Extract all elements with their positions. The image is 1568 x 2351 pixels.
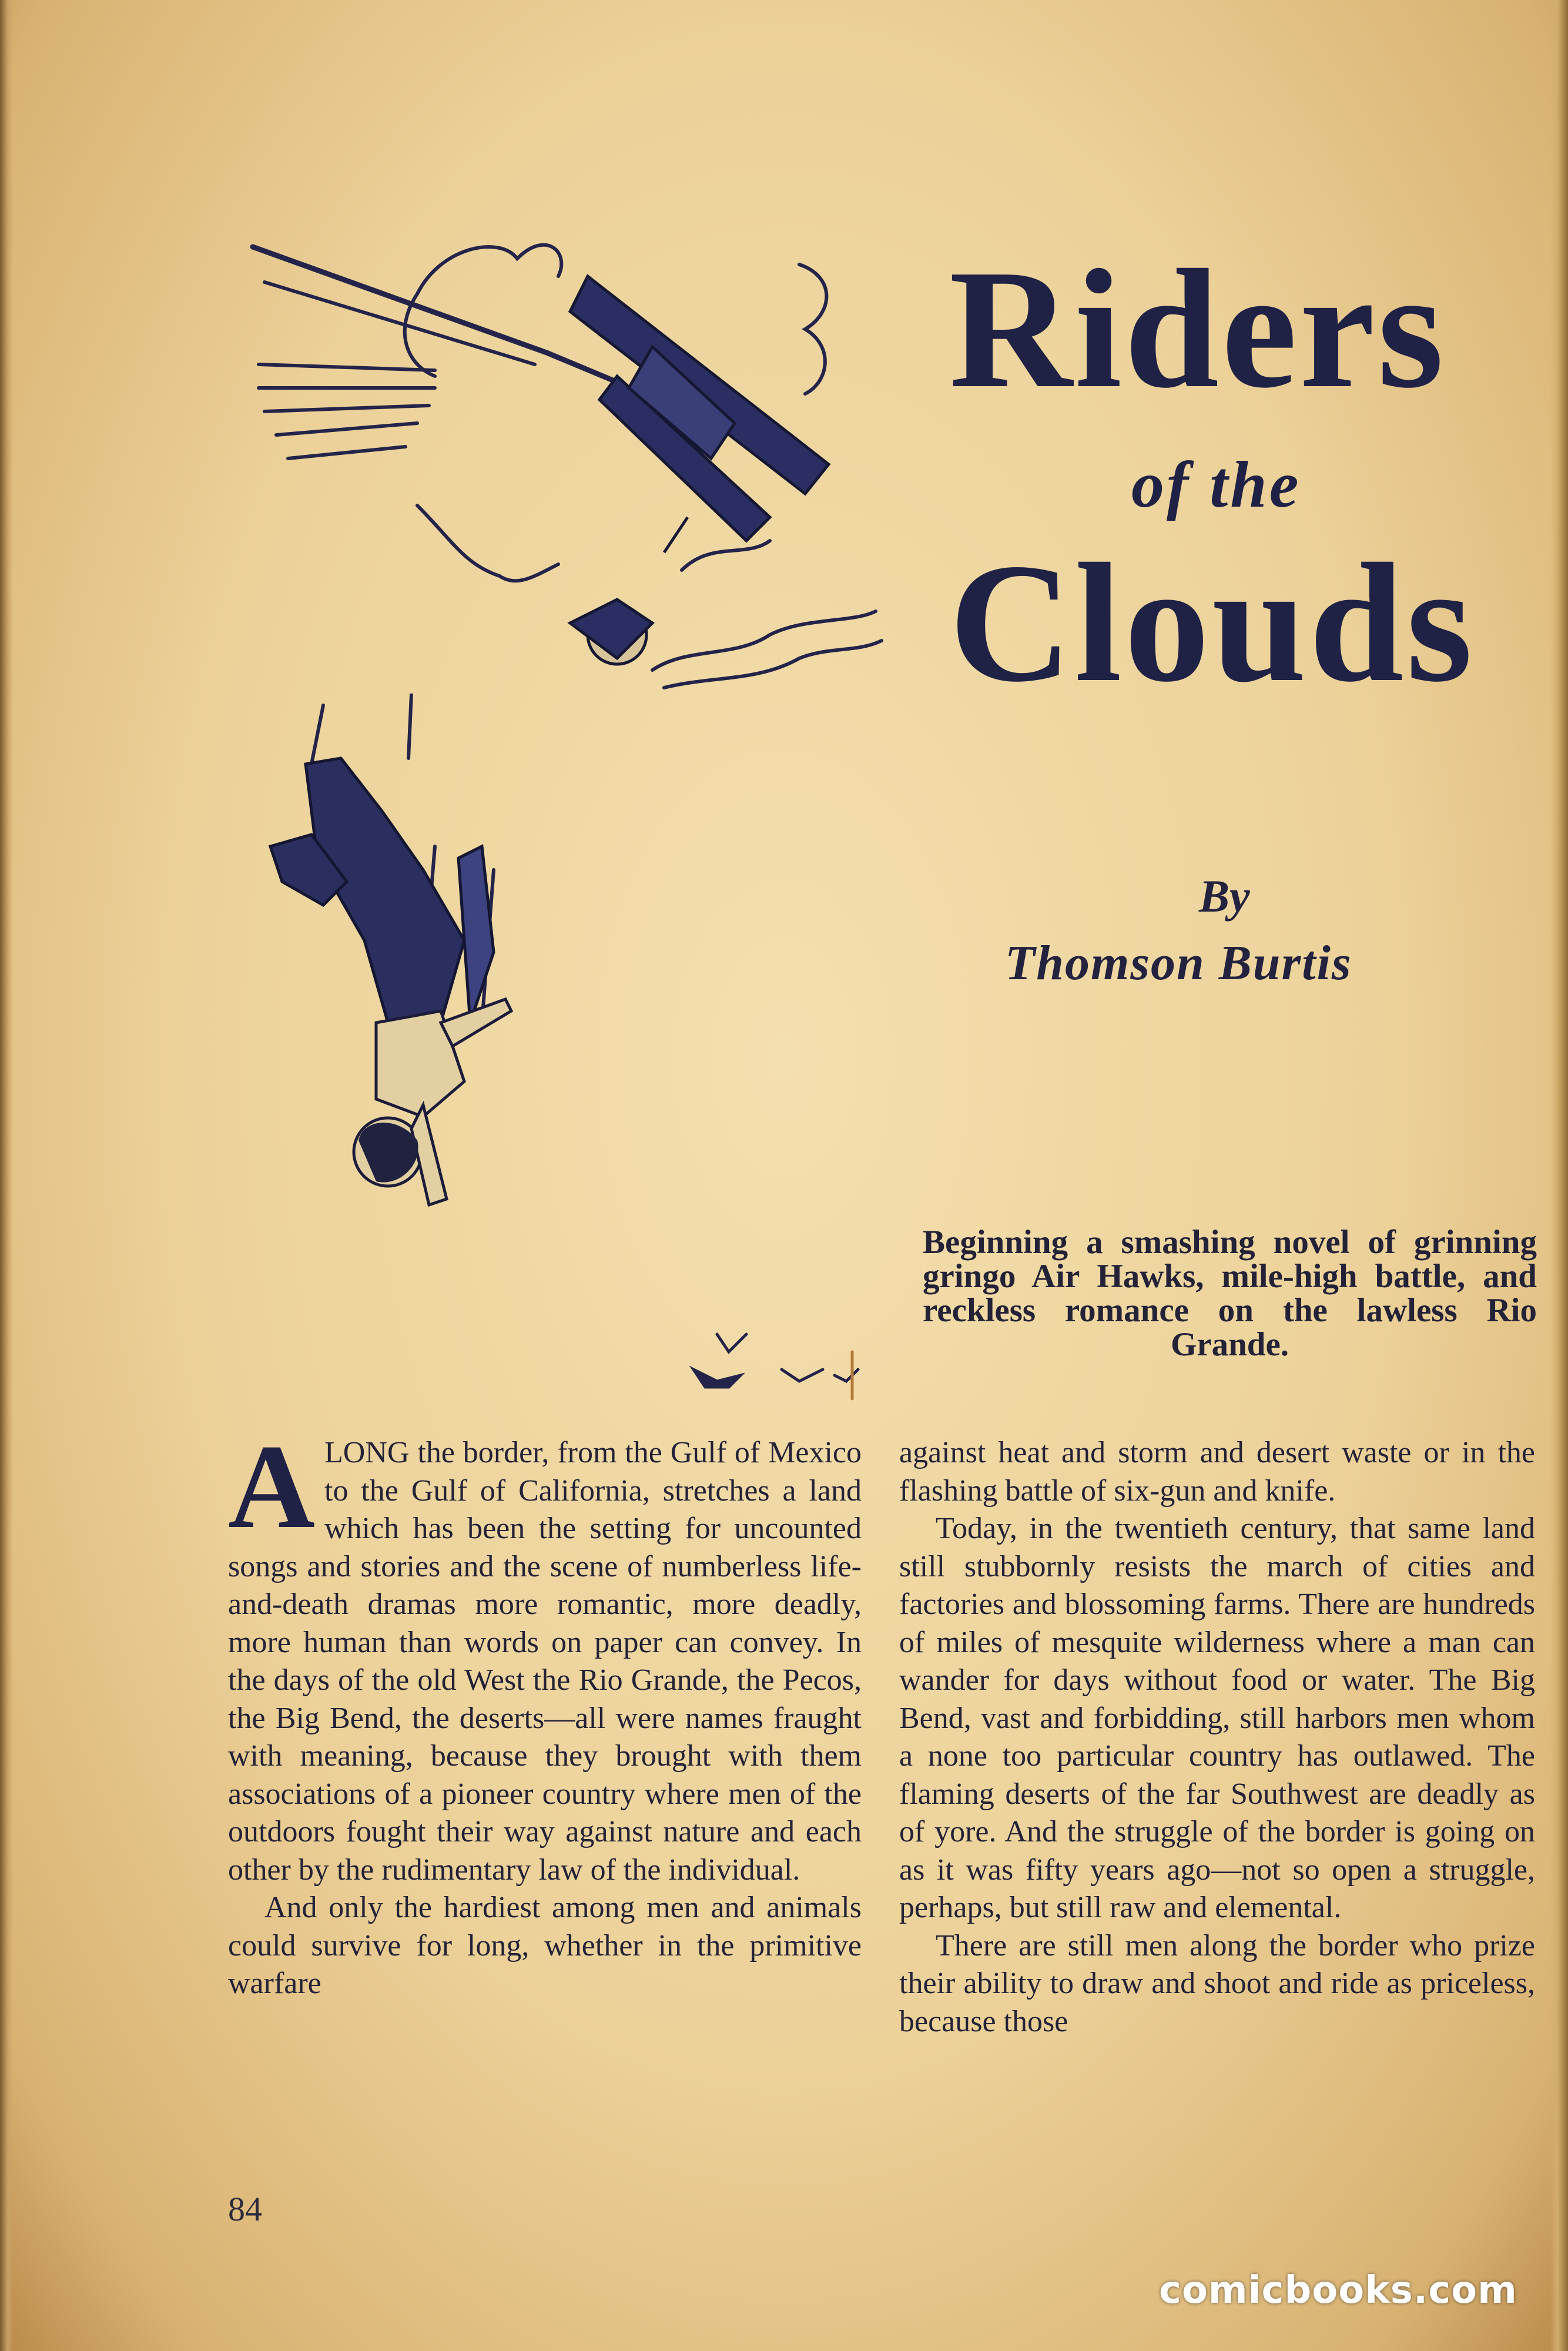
text-column-right — [899, 1434, 1535, 2041]
watermark: comicbooks.com — [1159, 2269, 1517, 2312]
text-column-left — [228, 1420, 862, 2003]
byline-by: By — [1199, 870, 1250, 922]
page-binding-edge — [0, 0, 13, 2351]
paragraph: There are still men along the border who prize their ability to draw and shoot and ride as priceless, because those — [899, 1928, 1535, 2038]
story-blurb: Beginning a smashing novel of grinning gringo Air Hawks, mile-high battle, and reckless romance on the lawless Rio Grande. — [923, 1224, 1537, 1363]
paragraph: Today, in the twentieth century, that same land still stubbornly resists the march of cities and factories and blossoming farms. There are hundreds of miles of mesquite wilderness where a man can wander for days without food or water. The Big Bend, vast and forbidding, still harbors men whom a none too particular country has outlawed. The flaming deserts of the far Southwest are deadly as of yore. And the struggle of the border is going on as it was fifty years ago—not so open a struggle, perhaps, but still raw and elemental. — [899, 1512, 1535, 1924]
title-line-riders: Riders — [949, 235, 1446, 423]
drop-cap: A — [228, 1420, 316, 1553]
falling-man-illustration — [247, 694, 576, 1258]
biplane-illustration — [241, 212, 887, 711]
page-outer-edge — [1550, 0, 1568, 2351]
title-line-clouds: Clouds — [949, 528, 1475, 717]
title-line-of-the: of the — [1131, 448, 1301, 521]
page-number: 84 — [228, 2190, 262, 2228]
byline-author: Thomson Burtis — [1005, 936, 1352, 990]
birds-illustration — [682, 1311, 882, 1405]
paragraph-text: LONG the border, from the Gulf of Mexico to the Gulf of California, stretches a land which has been the setting for uncounted songs and stories and the scene of numberless life-and-death dramas more romantic, more deadly, more human than words on paper can convey. In the days of the old West the Rio Grande, the Pecos, the Big Bend, the deserts—all were names fraught with meaning, because they brought with them associations of a pioneer country where men of the outdoors fought their way against nature and each other by the rudimentary law of the individual. — [228, 1436, 862, 1887]
paragraph: against heat and storm and desert waste or in the flashing battle of six-gun and knife. — [899, 1436, 1535, 1508]
paragraph: And only the hardiest among men and animals could survive for long, whether in the primitive warfare — [228, 1891, 862, 2000]
paragraph — [228, 1420, 862, 1889]
